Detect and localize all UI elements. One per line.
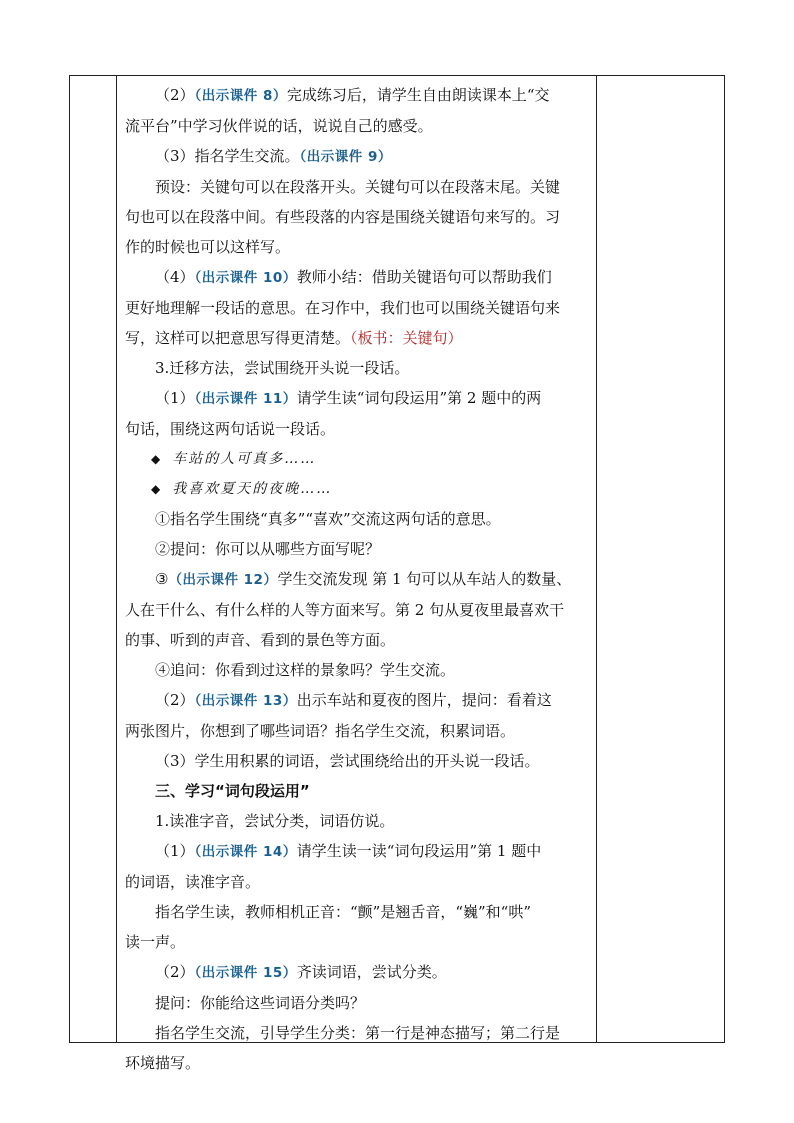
paragraph: （1）（出示课件 11）请学生读“词句段运用”第 2 题中的两: [155, 389, 542, 407]
courseware-ref: （出示课件 12）: [168, 572, 278, 588]
courseware-ref: （出示课件 15）: [194, 965, 297, 981]
paragraph-cont: 环境描写。: [125, 1054, 201, 1072]
lesson-table: [69, 75, 725, 1072]
paragraph: （2）（出示课件 8）完成练习后，请学生自由朗读课本上“交: [155, 86, 550, 104]
courseware-ref: （出示课件 10）: [194, 270, 297, 286]
paragraph-cont: 作的时候也可以这样写。: [125, 238, 291, 256]
courseware-ref: （出示课件 13）: [194, 693, 297, 709]
paragraph: ③（出示课件 12）学生交流发现 第 1 句可以从车站人的数量、: [155, 570, 572, 588]
blackboard-note: （板书：关键句）: [350, 329, 463, 347]
paragraph-cont: 读一声。: [125, 933, 186, 951]
courseware-ref: （出示课件 14）: [194, 844, 297, 860]
diamond-bullet-icon: ◆: [151, 452, 161, 466]
paragraph: ①指名学生围绕“真多”“喜欢”交流这两句话的意思。: [155, 510, 501, 528]
paragraph: 指名学生读，教师相机正音：“颤”是翘舌音，“巍”和“哄”: [155, 903, 532, 921]
paragraph: （4）（出示课件 10）教师小结：借助关键语句可以帮助我们: [155, 268, 552, 286]
paragraph-cont: 流平台”中学习伙伴说的话，说说自己的感受。: [125, 117, 433, 135]
paragraph-cont: 人在干什么、有什么样的人等方面来写。第 2 句从夏夜里最喜欢干: [125, 601, 565, 619]
paragraph: 预设：关键句可以在段落开头。关键句可以在段落末尾。关键: [155, 178, 561, 196]
column-divider-right: [596, 76, 597, 1042]
paragraph: 提问：你能给这些词语分类吗？: [155, 994, 366, 1012]
paragraph: （3）学生用积累的词语，尝试围绕给出的开头说一段话。: [155, 752, 540, 770]
lesson-content: [117, 80, 595, 1078]
paragraph: 3.迁移方法，尝试围绕开头说一段话。: [155, 359, 410, 377]
paragraph: 指名学生交流，引导学生分类：第一行是神态描写；第二行是: [155, 1024, 561, 1042]
paragraph: （1）（出示课件 14）请学生读一读“词句段运用”第 1 题中: [155, 842, 542, 860]
paragraph-cont: 两张图片，你想到了哪些词语？指名学生交流，积累词语。: [125, 722, 516, 740]
paragraph: 1.读准字音，尝试分类，词语仿说。: [155, 812, 395, 830]
section-heading: 三、学习“词句段运用”: [155, 782, 310, 800]
courseware-ref: （出示课件 9）: [299, 149, 392, 165]
paragraph: ④追问：你看到过这样的景象吗？学生交流。: [155, 661, 456, 679]
bullet-item: ◆ 车站的人可真多……: [151, 451, 317, 467]
paragraph: （3）指名学生交流。（出示课件 9）: [155, 147, 392, 165]
paragraph: ②提问：你可以从哪些方面写呢？: [155, 540, 381, 558]
courseware-ref: （出示课件 11）: [194, 391, 297, 407]
diamond-bullet-icon: ◆: [151, 482, 161, 496]
paragraph-cont: 句话，围绕这两句话说一段话。: [125, 420, 336, 438]
paragraph-cont: 的词语，读准字音。: [125, 873, 261, 891]
paragraph: （2）（出示课件 13）出示车站和夏夜的图片，提问：看着这: [155, 691, 552, 709]
courseware-ref: （出示课件 8）: [194, 88, 287, 104]
paragraph-cont: 写，这样可以把意思写得更清楚。（板书：关键句）: [125, 329, 463, 347]
paragraph: （2）（出示课件 15）齐读词语，尝试分类。: [155, 963, 447, 981]
paragraph-cont: 更好地理解一段话的意思。在习作中，我们也可以围绕关键语句来: [125, 299, 561, 317]
bullet-item: ◆ 我喜欢夏天的夜晚……: [151, 481, 333, 497]
paragraph-cont: 句也可以在段落中间。有些段落的内容是围绕关键语句来写的。习: [125, 208, 561, 226]
paragraph-cont: 的事、听到的声音、看到的景色等方面。: [125, 631, 396, 649]
